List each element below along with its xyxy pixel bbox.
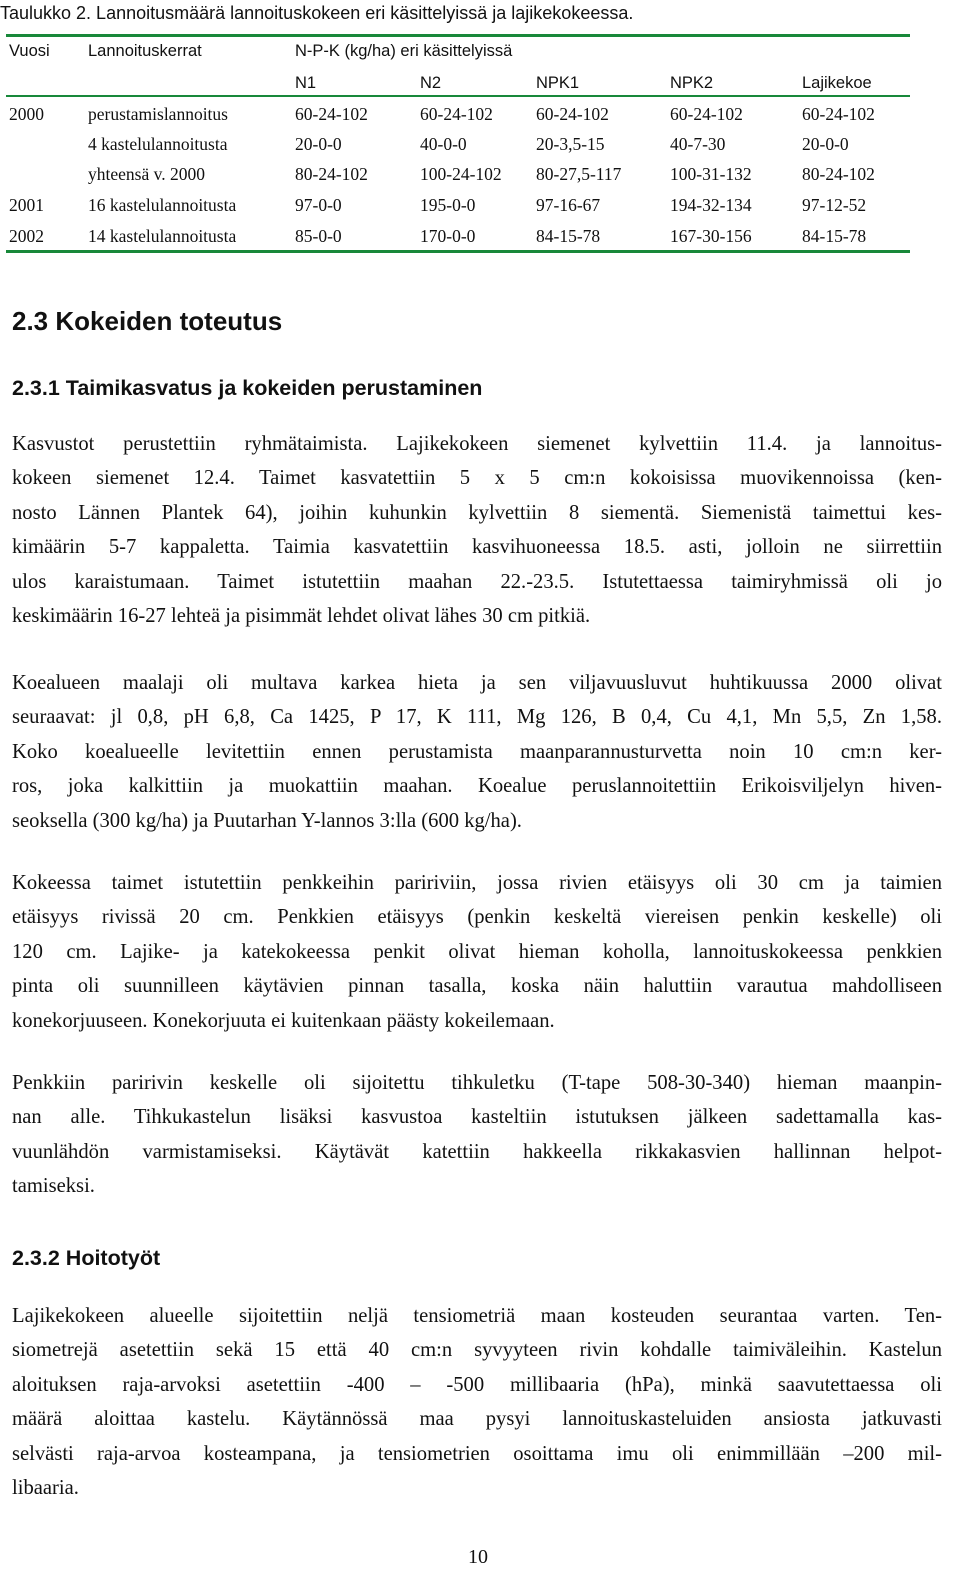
paragraph-koealue: [12, 666, 942, 838]
header-kerrat: Lannoituskerrat: [88, 42, 202, 60]
text-line: kokeen siemenet 12.4. Taimet kasvatettiin 5 x 5 cm:n kokoisissa muovikennoissa (ken-: [12, 467, 942, 490]
row-year: 2000: [9, 104, 44, 124]
row-value: 97-16-67: [536, 195, 601, 215]
row-value: 60-24-102: [295, 104, 368, 124]
paragraph-tihkukastelu: [12, 1066, 942, 1204]
header-vuosi: Vuosi: [9, 42, 50, 60]
header-col-npk2: NPK2: [670, 74, 714, 92]
row-year: 2002: [9, 226, 44, 246]
text-line: Kasvustot perustettiin ryhmätaimista. Lajikekokeen siemenet kylvettiin 11.4. ja lannoitus-: [12, 433, 942, 455]
subsection-heading-hoitotyot: 2.3.2 Hoitotyöt: [12, 1246, 161, 1270]
row-label: 14 kastelulannoitusta: [88, 226, 237, 246]
row-value: 80-24-102: [295, 164, 368, 184]
header-npk: N-P-K (kg/ha) eri käsittelyissä: [295, 42, 513, 60]
text-line: kimäärin 5-7 kappaletta. Taimia kasvatettiin kasvihuoneessa 18.5. asti, jolloin ne siirrettiin: [12, 536, 942, 559]
row-year: 2001: [9, 195, 44, 215]
header-col-n1: N1: [295, 74, 317, 92]
row-value: 20-3,5-15: [536, 134, 605, 154]
fertilization-table: [6, 34, 910, 253]
text-line: siometrejä asetettiin sekä 15 että 40 cm:n syvyyteen rivin kohdalle taimiväleihin. Kastelun: [12, 1339, 942, 1362]
header-col-n2: N2: [420, 74, 442, 92]
row-value: 100-31-132: [670, 164, 752, 184]
text-line: seuraavat: jl 0,8, pH 6,8, Ca 1425, P 17, K 111, Mg 126, B 0,4, Cu 4,1, Mn 5,5, Zn 1,58.: [12, 706, 942, 729]
row-value: 40-7-30: [670, 134, 726, 154]
text-line: ros, joka kalkittiin ja muokattiin maahan. Koealue peruslannoitettiin Erikoisviljelyn hiven-: [12, 775, 942, 798]
row-value: 20-0-0: [802, 134, 849, 154]
paragraph-istutus: [12, 866, 942, 1038]
row-value: 60-24-102: [420, 104, 493, 124]
section-heading: 2.3 Kokeiden toteutus: [12, 306, 283, 336]
row-value: 60-24-102: [536, 104, 609, 124]
text-line: etäisyys rivissä 20 cm. Penkkien etäisyys (penkin keskeltä viereisen penkin keskelle) oli: [12, 906, 942, 929]
row-value: 97-12-52: [802, 195, 867, 215]
row-value: 195-0-0: [420, 195, 476, 215]
row-value: 170-0-0: [420, 226, 476, 246]
header-col-lajikekoe: Lajikekoe: [802, 74, 872, 92]
text-line: Koealueen maalaji oli multava karkea hieta ja sen viljavuusluvut huhtikuussa 2000 olivat: [12, 672, 942, 694]
row-value: 80-27,5-117: [536, 164, 622, 184]
text-line: nan alle. Tihkukastelun lisäksi kasvustoa kasteltiin istutuksen jälkeen sadettamalla kas-: [12, 1106, 942, 1129]
text-line: määrä aloittaa kastelu. Käytännössä maa pysyi lannoituskasteluiden ansiosta jatkuvasti: [12, 1408, 942, 1431]
header-col-npk1: NPK1: [536, 74, 580, 92]
text-line: selvästi raja-arvoa kosteampana, ja tensiometrien osoittama imu oli enimmillään –200 mil-: [12, 1442, 942, 1465]
row-label: 16 kastelulannoitusta: [88, 195, 237, 215]
paragraph-hoitotyot: [12, 1299, 942, 1505]
row-label: perustamislannoitus: [88, 104, 228, 124]
row-value: 60-24-102: [670, 104, 743, 124]
text-line: Koko koealueelle levitettiin ennen perustamista maanparannusturvetta noin 10 cm:n ker-: [12, 740, 942, 763]
row-value: 194-32-134: [670, 195, 752, 215]
text-line: seoksella (300 kg/ha) ja Puutarhan Y-lannos 3:lla (600 kg/ha).: [12, 809, 522, 832]
row-value: 80-24-102: [802, 164, 875, 184]
text-line: vuunlähdön varmistamiseksi. Käytävät katettiin hakkeella rikkakasvien hallinnan helpot-: [12, 1140, 942, 1163]
row-value: 100-24-102: [420, 164, 502, 184]
row-value: 60-24-102: [802, 104, 875, 124]
text-line: aloituksen raja-arvoksi asetettiin -400 – -500 millibaaria (hPa), minkä saavutettaessa oli: [12, 1373, 942, 1396]
text-line: nosto Lännen Plantek 64), joihin kuhunkin kylvettiin 8 siementä. Siemenistä taimettui kes-: [12, 501, 942, 524]
table-header-rule: [6, 95, 910, 97]
row-value: 167-30-156: [670, 226, 752, 246]
row-value: 84-15-78: [802, 226, 867, 246]
row-value: 85-0-0: [295, 226, 342, 246]
row-label: yhteensä v. 2000: [88, 164, 205, 184]
row-value: 40-0-0: [420, 134, 467, 154]
row-value: 97-0-0: [295, 195, 342, 215]
text-line: libaaria.: [12, 1477, 79, 1500]
paragraph-taimikasvatus: [12, 427, 942, 633]
text-line: tamiseksi.: [12, 1175, 95, 1198]
row-value: 20-0-0: [295, 134, 342, 154]
text-line: 120 cm. Lajike- ja katekokeessa penkit olivat hieman koholla, lannoituskokeessa penkkien: [12, 940, 942, 963]
text-line: Kokeessa taimet istutettiin penkkeihin paririviin, jossa rivien etäisyys oli 30 cm ja taimien: [12, 872, 942, 894]
text-line: Penkkiin paririvin keskelle oli sijoitettu tihkuletku (T-tape 508-30-340) hieman maanpin-: [12, 1072, 942, 1094]
page-number: 10: [468, 1546, 488, 1568]
text-line: keskimäärin 16-27 lehteä ja pisimmät lehdet olivat lähes 30 cm pitkiä.: [12, 605, 591, 628]
row-value: 84-15-78: [536, 226, 601, 246]
row-label: 4 kastelulannoitusta: [88, 134, 228, 154]
subsection-heading-taimikasvatus: 2.3.1 Taimikasvatus ja kokeiden perustaminen: [12, 376, 483, 400]
table-caption: Taulukko 2. Lannoitusmäärä lannoituskokeen eri käsittelyissä ja lajikekokeessa.: [0, 3, 634, 23]
text-line: pinta oli suunnilleen käytävien pinnan tasalla, koska näin haluttiin varautua mahdolliseen: [12, 975, 942, 998]
text-line: ulos karaistumaan. Taimet istutettiin maahan 22.-23.5. Istutettaessa taimiryhmissä oli jo: [12, 570, 942, 593]
text-line: Lajikekokeen alueelle sijoitettiin neljä tensiometriä maan kosteuden seurantaa varten. Ten-: [12, 1305, 942, 1327]
text-line: konekorjuuseen. Konekorjuuta ei kuitenkaan päästy kokeilemaan.: [12, 1009, 555, 1032]
